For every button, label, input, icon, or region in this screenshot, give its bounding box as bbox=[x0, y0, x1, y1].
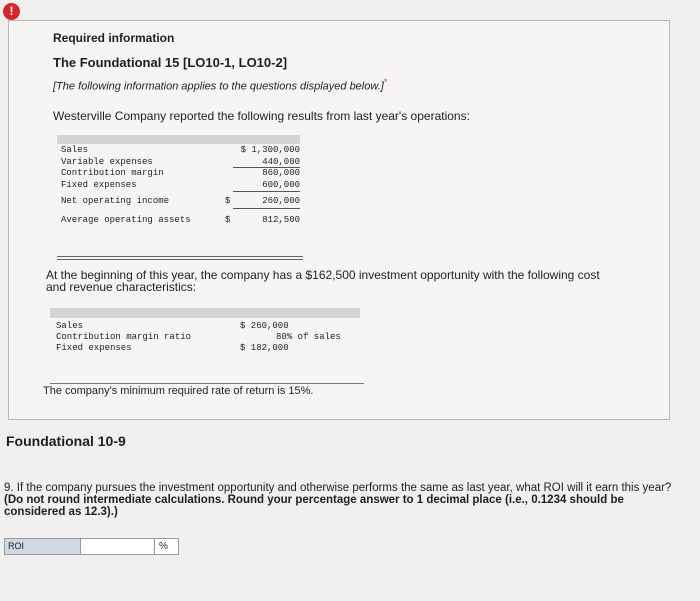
row-dollar: $ bbox=[225, 215, 231, 225]
table-divider bbox=[50, 383, 364, 384]
applies-note-text: [The following information applies to the questions displayed below.] bbox=[53, 80, 384, 93]
question-instruction: (Do not round intermediate calculations. Round your percentage answer to 1 decimal place (i.e., 0.1234 should be considered as 12.3).) bbox=[4, 494, 624, 518]
table-row bbox=[57, 192, 300, 210]
row-label: Sales bbox=[61, 145, 89, 155]
table-row bbox=[57, 156, 300, 167]
results-table bbox=[57, 135, 300, 230]
required-info-heading: Required information bbox=[53, 31, 175, 45]
roi-label: ROI bbox=[5, 539, 80, 554]
underline bbox=[233, 208, 300, 209]
row-value: 860,000 bbox=[262, 168, 300, 178]
roi-input[interactable] bbox=[80, 539, 153, 554]
row-label: Sales bbox=[56, 321, 84, 331]
alert-icon: ! bbox=[3, 3, 20, 20]
row-label: Fixed expenses bbox=[56, 343, 132, 353]
problem-title: The Foundational 15 [LO10-1, LO10-2] bbox=[53, 55, 288, 70]
row-value: $ 1,300,000 bbox=[240, 145, 300, 155]
row-dollar: $ bbox=[225, 196, 231, 206]
row-value: 600,000 bbox=[262, 180, 300, 190]
row-label: Contribution margin ratio bbox=[56, 332, 192, 342]
table-row bbox=[50, 331, 360, 342]
roi-answer-row bbox=[4, 538, 179, 555]
table-row bbox=[57, 144, 300, 156]
applies-note bbox=[53, 77, 387, 93]
row-value: 812,500 bbox=[262, 215, 300, 225]
row-value: 260,000 bbox=[262, 196, 300, 206]
table-row bbox=[57, 179, 300, 192]
opportunity-table bbox=[50, 308, 360, 353]
table-header-bar bbox=[57, 135, 300, 144]
table-row bbox=[50, 342, 360, 353]
table-row bbox=[57, 167, 300, 179]
table-divider bbox=[57, 259, 303, 260]
percent-unit: % bbox=[154, 539, 178, 554]
row-value: 80% of sales bbox=[276, 332, 341, 342]
question-text bbox=[4, 482, 684, 518]
row-value: $ 182,000 bbox=[240, 343, 289, 353]
table-row bbox=[57, 210, 300, 230]
row-value: 440,000 bbox=[262, 157, 300, 167]
section-title: Foundational 10-9 bbox=[6, 433, 126, 449]
row-label: Contribution margin bbox=[61, 168, 164, 178]
opportunity-text: At the beginning of this year, the company has a $162,500 investment opportunity with the following cost and revenue characteristics: bbox=[46, 268, 600, 294]
intro-text: Westerville Company reported the following results from last year's operations: bbox=[53, 109, 470, 123]
row-label: Net operating income bbox=[61, 196, 170, 206]
row-label: Fixed expenses bbox=[61, 180, 137, 190]
required-info-panel bbox=[8, 20, 670, 420]
min-return-text: The company's minimum required rate of return is 15%. bbox=[43, 385, 314, 397]
question-prompt: 9. If the company pursues the investment opportunity and otherwise performs the same as last year, what ROI will it earn this year? bbox=[4, 482, 672, 494]
row-label: Variable expenses bbox=[61, 157, 153, 167]
row-label: Average operating assets bbox=[61, 215, 191, 225]
table-row bbox=[50, 320, 360, 331]
required-star-icon: * bbox=[383, 77, 388, 87]
row-value: $ 260,000 bbox=[240, 321, 289, 331]
table-divider bbox=[57, 256, 303, 257]
table-header-bar bbox=[50, 308, 360, 318]
